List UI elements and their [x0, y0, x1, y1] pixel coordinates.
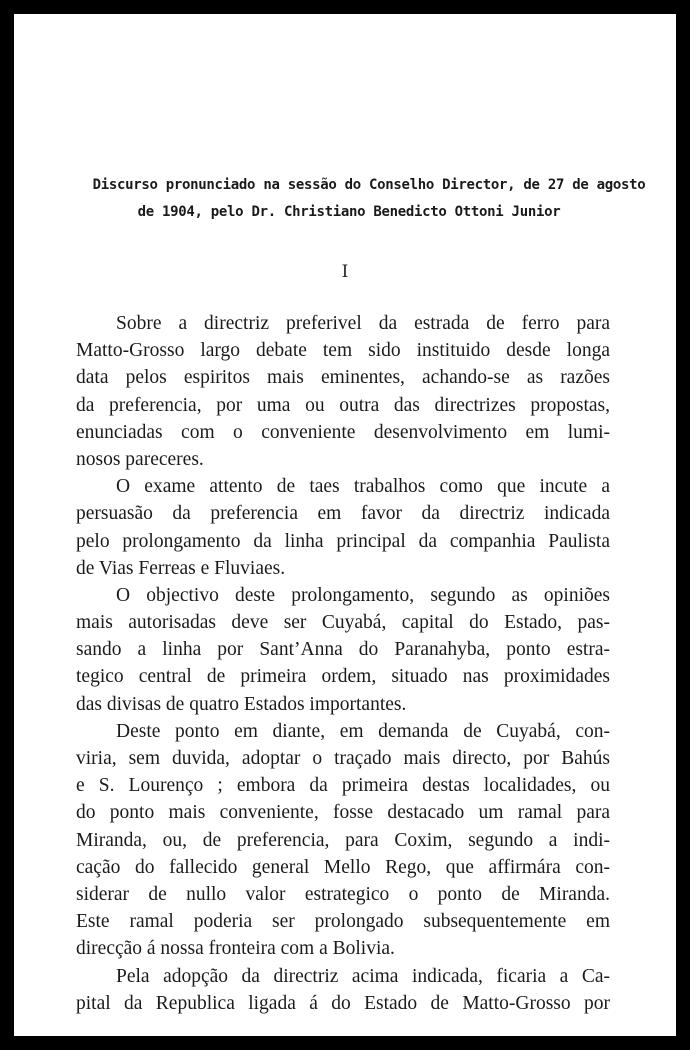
text-line: pital da Republica ligada á do Estado de Matto-Grosso por — [76, 992, 610, 1014]
text-line: Este ramal poderia ser prolongado subsequentemente em — [76, 911, 610, 933]
text-line: da preferencia, por uma ou outra das directrizes propostas, — [76, 394, 610, 416]
text-line: cação do fallecido general Mello Rego, que affirmára con- — [76, 856, 610, 878]
text-line: do ponto mais conveniente, fosse destacado um ramal para — [76, 802, 610, 824]
speech-heading-line-2: de 1904, pelo Dr. Christiano Benedicto Ottoni Junior — [137, 204, 561, 220]
text-line: enunciadas com o conveniente desenvolvimento em lumi- — [76, 421, 610, 443]
section-number: I — [341, 262, 349, 282]
text-line: Deste ponto em diante, em demanda de Cuyabá, con- — [116, 720, 610, 742]
paragraph-1 — [76, 310, 610, 473]
text-line: siderar de nullo valor estrategico o ponto de Miranda. — [76, 883, 610, 905]
text-line: sando a linha por Sant’Anna do Paranahyba, ponto estra- — [76, 639, 610, 661]
body-text — [76, 310, 610, 1017]
text-line: Miranda, ou, de preferencia, para Coxim, segundo a indi- — [76, 829, 610, 851]
text-line: e S. Lourenço ; embora da primeira destas localidades, ou — [76, 775, 610, 797]
speech-heading-line-1: Discurso pronunciado na sessão do Conselho Director, de 27 de agosto — [92, 177, 646, 193]
paragraph-4 — [76, 718, 610, 963]
text-line: viria, sem duvida, adoptar o traçado mais directo, por Bahús — [76, 748, 610, 769]
paragraph-2 — [76, 473, 610, 582]
text-line: persuasão da preferencia em favor da directriz indicada — [76, 503, 610, 525]
text-line: direcção á nossa fronteira com a Bolivia. — [76, 938, 395, 960]
text-line: tegico central de primeira ordem, situado nas proximidades — [76, 666, 610, 688]
text-line: das divisas de quatro Estados importantes. — [76, 693, 407, 715]
text-line: data pelos espiritos mais eminentes, achando-se as razões — [76, 367, 610, 389]
paragraph-3 — [76, 582, 610, 718]
book-page — [14, 14, 676, 1036]
paragraph-5 — [76, 963, 610, 1017]
text-line: Pela adopção da directriz acima indicada, ficaria a Ca- — [116, 965, 610, 987]
text-line: O objectivo deste prolongamento, segundo as opiniões — [116, 584, 610, 606]
text-line: Matto-Grosso largo debate tem sido instituido desde longa — [76, 340, 610, 362]
text-line: nosos pareceres. — [76, 448, 204, 470]
text-line: Sobre a directriz preferivel da estrada de ferro para — [116, 313, 610, 334]
text-line: mais autorisadas deve ser Cuyabá, capital do Estado, pas- — [76, 612, 610, 634]
text-line: pelo prolongamento da linha principal da companhia Paulista — [76, 530, 610, 552]
text-line: de Vias Ferreas e Fluviaes. — [76, 557, 286, 579]
text-line: O exame attento de taes trabalhos como que incute a — [116, 476, 610, 498]
